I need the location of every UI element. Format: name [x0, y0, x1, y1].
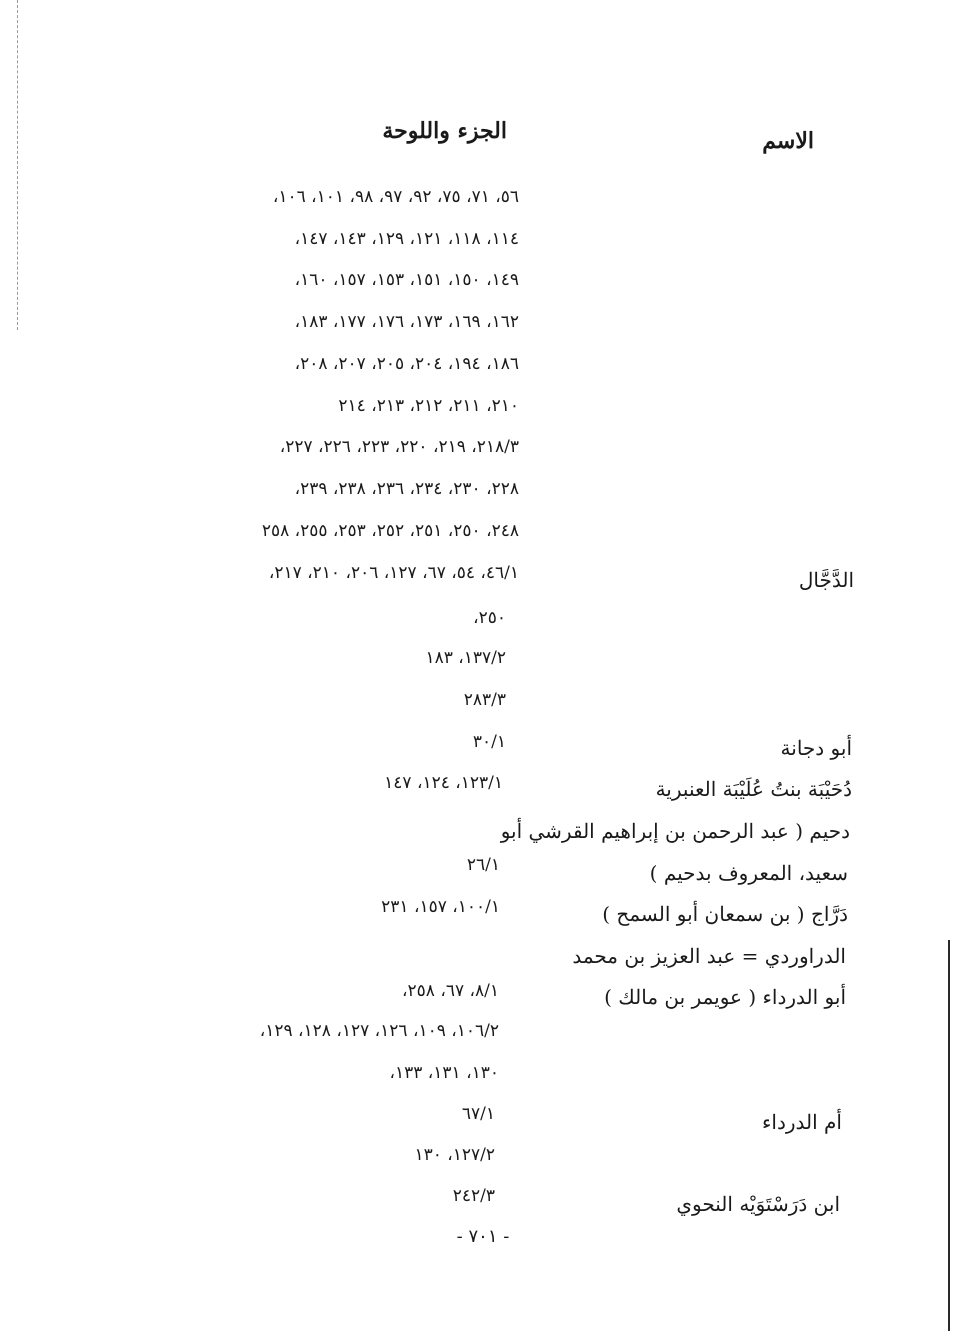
entry-name: أبو دجانة [780, 736, 852, 760]
ref-line: ١٢٣/١، ١٢٤، ١٤٧ [384, 773, 503, 793]
name-column-header: الاسم [762, 128, 814, 154]
entry-name: سعيد، المعروف بدحيم ) [649, 861, 848, 885]
ref-line: ٢١٨/٣، ٢١٩، ٢٢٠، ٢٢٣، ٢٢٦، ٢٢٧، [279, 437, 519, 457]
ref-line: ٢٨٣/٣ [463, 690, 506, 710]
ref-line: ٣٠/١ [472, 732, 506, 752]
ref-line: ١٣٧/٢، ١٨٣ [425, 648, 506, 668]
ref-line: ١٤٩، ١٥٠، ١٥١، ١٥٣، ١٥٧، ١٦٠، [294, 270, 519, 290]
entry-name: دحيم ( عبد الرحمن بن إبراهيم القرشي أبو [500, 819, 850, 843]
entry-name: أبو الدرداء ( عويمر بن مالك ) [604, 985, 846, 1009]
entry-name: ابن دَرَسْتَوَيْه النحوي [676, 1192, 840, 1216]
ref-line: ١٦٢، ١٦٩، ١٧٣، ١٧٦، ١٧٧، ١٨٣، [294, 312, 519, 332]
ref-line: ٨/١، ٦٧، ٢٥٨، [402, 981, 499, 1001]
entry-name: الدراوردي = عبد العزيز بن محمد [572, 944, 846, 968]
entry-name: دَرَّاج ( بن سمعان أبو السمح ) [602, 902, 848, 926]
ref-line: ١٨٦، ١٩٤، ٢٠٤، ٢٠٥، ٢٠٧، ٢٠٨، [294, 354, 519, 374]
ref-line: ٦٧/١ [461, 1104, 495, 1124]
ref-line: ٢٦/١ [466, 855, 500, 875]
ref-line: ٢١٠، ٢١١، ٢١٢، ٢١٣، ٢١٤ [338, 396, 519, 416]
ref-column-header: الجزء واللوحة [382, 118, 507, 144]
ref-line: ٢٤٢/٣ [452, 1186, 495, 1206]
ref-line: ١٢٧/٢، ١٣٠ [414, 1145, 495, 1165]
ref-line: ١٣٠، ١٣١، ١٣٣، [389, 1063, 499, 1083]
ref-line: ١٠٦/٢، ١٠٩، ١٢٦، ١٢٧، ١٢٨، ١٢٩، [259, 1021, 499, 1041]
entry-name: أم الدرداء [762, 1110, 842, 1134]
ref-line: ٥٦، ٧١، ٧٥، ٩٢، ٩٧، ٩٨، ١٠١، ١٠٦، [272, 187, 519, 207]
ref-line: ١١٤، ١١٨، ١٢١، ١٢٩، ١٤٣، ١٤٧، [294, 229, 519, 249]
ref-line: ٢٢٨، ٢٣٠، ٢٣٤، ٢٣٦، ٢٣٨، ٢٣٩، [294, 479, 519, 499]
entry-name: الدَّجَّال [798, 568, 854, 592]
ref-line: ٢٥٠، [473, 608, 506, 628]
page-edge-left [17, 0, 18, 330]
entry-name: دُحَيْبَة بنتُ عُلَيْبَة العنبرية [655, 777, 852, 801]
ref-line: ٤٦/١، ٥٤، ٦٧، ١٢٧، ٢٠٦، ٢١٠، ٢١٧، [268, 563, 519, 583]
page-number: - ٧٠١ - [456, 1226, 510, 1247]
ref-line: ١٠٠/١، ١٥٧، ٢٣١ [381, 897, 500, 917]
page-edge-right [948, 940, 950, 1331]
ref-line: ٢٤٨، ٢٥٠، ٢٥١، ٢٥٢، ٢٥٣، ٢٥٥، ٢٥٨ [261, 521, 519, 541]
